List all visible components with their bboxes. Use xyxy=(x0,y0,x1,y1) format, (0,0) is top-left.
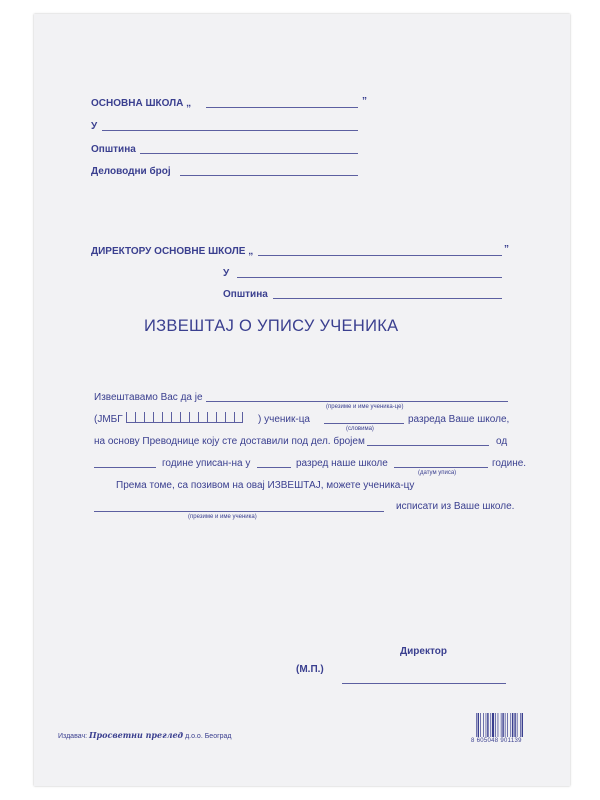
jmbg-cell[interactable] xyxy=(162,412,171,423)
school-close-quote: ” xyxy=(362,96,367,107)
reference-number-field[interactable] xyxy=(180,175,358,176)
student-name-caption: (презиме и име ученика-це) xyxy=(326,404,404,410)
body-line2-text: ) ученик-ца xyxy=(258,414,310,425)
jmbg-label: (ЈМБГ xyxy=(94,414,123,425)
reference-number-label: Деловодни број xyxy=(91,166,171,177)
jmbg-cell[interactable] xyxy=(171,412,180,423)
recipient-place-label: У xyxy=(223,268,230,279)
student-name-repeat-field[interactable] xyxy=(94,511,384,512)
grade-words-field[interactable] xyxy=(324,423,404,424)
jmbg-cell[interactable] xyxy=(135,412,144,423)
recipient-municipality-label: Општина xyxy=(223,289,268,300)
body-line6-end: исписати из Ваше школе. xyxy=(396,501,515,512)
jmbg-cell[interactable] xyxy=(126,412,135,423)
jmbg-cell[interactable] xyxy=(207,412,216,423)
student-name-field[interactable] xyxy=(206,401,508,402)
jmbg-cell[interactable] xyxy=(144,412,153,423)
recipient-municipality-field[interactable] xyxy=(273,298,502,299)
jmbg-cell[interactable] xyxy=(189,412,198,423)
school-name-field[interactable] xyxy=(206,107,358,108)
recipient-director-label: ДИРЕКТОРУ ОСНОВНЕ ШКОЛЕ „ xyxy=(91,246,254,257)
enrollment-date-caption: (датум уписа) xyxy=(418,470,457,476)
body-line5-text: Према томе, са позивом на овај ИЗВЕШТАЈ, можете ученика-цу xyxy=(116,480,415,491)
jmbg-cells[interactable] xyxy=(126,412,243,423)
director-signature-field[interactable] xyxy=(342,683,506,684)
jmbg-cell[interactable] xyxy=(198,412,207,423)
jmbg-cell[interactable] xyxy=(225,412,234,423)
publisher-logo: Просветни преглед xyxy=(89,730,184,740)
publisher-suffix: д.о.о. Београд xyxy=(185,733,232,740)
recipient-close-quote: ” xyxy=(504,244,509,255)
school-place-label: У xyxy=(91,121,98,132)
publisher-credit xyxy=(58,730,232,740)
recipient-school-field[interactable] xyxy=(258,255,502,256)
body-line4-a: године уписан-на у xyxy=(162,458,251,469)
enrolled-grade-field[interactable] xyxy=(257,467,291,468)
transfer-number-field[interactable] xyxy=(367,445,489,446)
jmbg-cell[interactable] xyxy=(180,412,189,423)
school-municipality-label: Општина xyxy=(91,144,136,155)
school-place-field[interactable] xyxy=(102,130,358,131)
report-title: ИЗВЕШТАЈ О УПИСУ УЧЕНИКА xyxy=(144,317,399,335)
barcode-number: 8 605048 901139 xyxy=(471,738,522,744)
body-line1-text: Извештавамо Вас да је xyxy=(94,392,203,403)
jmbg-cell[interactable] xyxy=(234,412,243,423)
body-line3-text: на основу Преводнице коју сте доставили под дел. бројем xyxy=(94,436,365,447)
transfer-year-field[interactable] xyxy=(94,467,156,468)
recipient-place-field[interactable] xyxy=(237,277,502,278)
school-municipality-field[interactable] xyxy=(140,153,358,154)
body-line3-end: од xyxy=(496,436,508,447)
jmbg-cell[interactable] xyxy=(216,412,225,423)
form-sheet xyxy=(34,14,570,786)
body-line4-end: године. xyxy=(492,458,527,469)
body-line4-b: разред наше школе xyxy=(296,458,388,469)
publisher-prefix: Издавач: xyxy=(58,733,88,740)
school-label: ОСНОВНА ШКОЛА „ xyxy=(91,98,192,109)
stamp-label: (М.П.) xyxy=(296,664,324,675)
grade-words-caption: (словима) xyxy=(346,426,374,432)
enrollment-date-field[interactable] xyxy=(394,467,488,468)
director-signature-label: Директор xyxy=(400,646,447,657)
jmbg-cell[interactable] xyxy=(153,412,162,423)
student-name-repeat-caption: (презиме и име ученика) xyxy=(188,514,257,520)
body-line2-end: разреда Ваше школе, xyxy=(408,414,510,425)
